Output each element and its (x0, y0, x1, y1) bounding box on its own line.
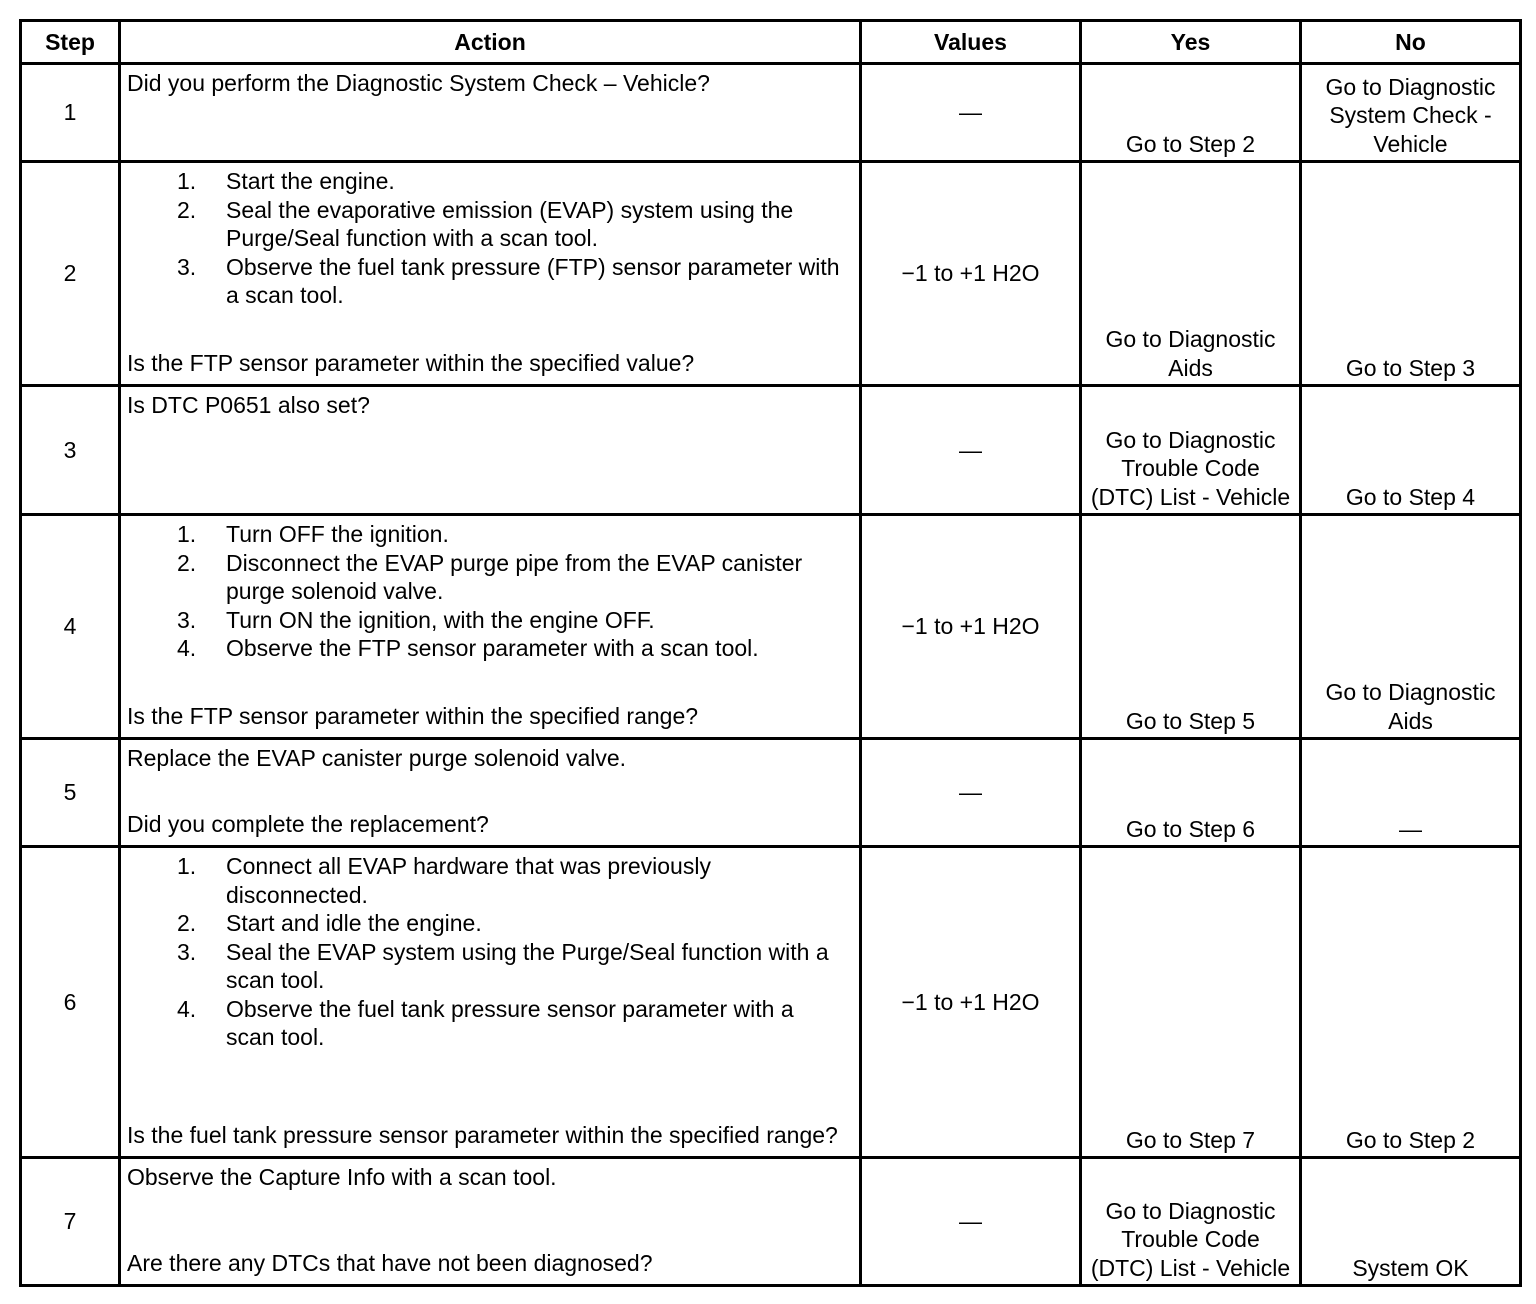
action-cell (120, 64, 861, 162)
action-step-number: 3. (177, 606, 197, 633)
yes-cell: Go to Step 6 (1081, 739, 1301, 847)
action-step-number: 3. (177, 938, 197, 965)
yes-cell: Go to Diagnostic Aids (1081, 162, 1301, 386)
no-cell: — (1301, 739, 1521, 847)
action-step-number: 2. (177, 196, 197, 223)
action-cell (120, 847, 861, 1158)
yes-cell: Go to Diagnostic Trouble Code (DTC) List - Vehicle (1081, 1158, 1301, 1286)
action-step-number: 3. (177, 253, 197, 280)
action-cell (120, 386, 861, 515)
values-cell: −1 to +1 H2O (861, 847, 1081, 1158)
values-cell: — (861, 386, 1081, 515)
action-cell (120, 739, 861, 847)
action-step-number: 2. (177, 549, 197, 576)
yes-cell: Go to Step 2 (1081, 64, 1301, 162)
action-top (127, 520, 845, 663)
action-cell (120, 162, 861, 386)
header-row (21, 21, 1521, 64)
action-intro: Observe the Capture Info with a scan tool. (127, 1164, 557, 1190)
table-row (21, 515, 1521, 739)
no-cell: Go to Diagnostic System Check - Vehicle (1301, 64, 1521, 162)
table-row (21, 1158, 1521, 1286)
table-row (21, 739, 1521, 847)
no-cell: Go to Step 4 (1301, 386, 1521, 515)
action-step-item (127, 938, 845, 995)
action-step-item (127, 909, 845, 938)
action-question: Is the FTP sensor parameter within the specified range? (127, 702, 699, 729)
table-row (21, 64, 1521, 162)
action-cell (120, 1158, 861, 1286)
step-number: 7 (21, 1158, 120, 1286)
table-row (21, 386, 1521, 515)
table-row (21, 847, 1521, 1158)
table-row (21, 162, 1521, 386)
header-yes: Yes (1081, 21, 1301, 64)
values-cell: −1 to +1 H2O (861, 162, 1081, 386)
action-step-item (127, 196, 845, 253)
header-action: Action (120, 21, 861, 64)
action-step-item (127, 852, 845, 909)
step-number: 1 (21, 64, 120, 162)
action-question: Did you complete the replacement? (127, 810, 489, 837)
action-content (127, 69, 845, 153)
action-step-item (127, 520, 845, 549)
action-step-text: Observe the fuel tank pressure (FTP) sensor parameter with a scan tool. (226, 253, 840, 308)
action-step-number: 1. (177, 521, 197, 547)
step-number: 4 (21, 515, 120, 739)
action-content (127, 167, 845, 377)
action-top (127, 1163, 845, 1192)
no-cell: Go to Step 3 (1301, 162, 1521, 386)
action-content (127, 520, 845, 730)
action-step-item (127, 995, 845, 1052)
action-intro: Replace the EVAP canister purge solenoid valve. (127, 745, 627, 771)
action-step-text: Disconnect the EVAP purge pipe from the EVAP canister purge solenoid valve. (226, 549, 803, 604)
no-cell: Go to Step 2 (1301, 847, 1521, 1158)
action-top (127, 167, 845, 310)
header-no: No (1301, 21, 1521, 64)
action-step-text: Connect all EVAP hardware that was previously disconnected. (226, 853, 711, 908)
step-number: 6 (21, 847, 120, 1158)
action-top (127, 744, 845, 773)
action-step-text: Start the engine. (226, 168, 395, 194)
action-step-number: 1. (177, 853, 197, 879)
action-content (127, 391, 845, 506)
action-step-number: 1. (177, 168, 197, 194)
values-cell: −1 to +1 H2O (861, 515, 1081, 739)
action-step-item (127, 253, 845, 310)
action-step-item (127, 634, 845, 663)
action-intro: Did you perform the Diagnostic System Check – Vehicle? (127, 70, 710, 96)
action-step-item (127, 167, 845, 196)
action-cell (120, 515, 861, 739)
yes-cell: Go to Diagnostic Trouble Code (DTC) List - Vehicle (1081, 386, 1301, 515)
action-top (127, 69, 845, 98)
action-step-number: 2. (177, 910, 197, 936)
action-step-text: Observe the fuel tank pressure sensor parameter with a scan tool. (226, 995, 794, 1050)
no-cell: System OK (1301, 1158, 1521, 1286)
action-content (127, 1163, 845, 1277)
no-cell: Go to Diagnostic Aids (1301, 515, 1521, 739)
action-step-text: Turn OFF the ignition. (226, 521, 449, 547)
action-top (127, 391, 845, 420)
action-content (127, 852, 845, 1149)
yes-cell: Go to Step 7 (1081, 847, 1301, 1158)
action-question: Are there any DTCs that have not been diagnosed? (127, 1249, 653, 1276)
step-number: 5 (21, 739, 120, 847)
action-intro: Is DTC P0651 also set? (127, 392, 370, 418)
header-step: Step (21, 21, 120, 64)
action-question: Is the FTP sensor parameter within the specified value? (127, 349, 695, 376)
action-step-list (127, 852, 845, 1052)
action-step-item (127, 549, 845, 606)
action-step-text: Seal the evaporative emission (EVAP) system using the Purge/Seal function with a scan tool. (226, 196, 794, 251)
action-top (127, 852, 845, 1052)
header-values: Values (861, 21, 1081, 64)
step-number: 2 (21, 162, 120, 386)
action-step-text: Turn ON the ignition, with the engine OFF. (226, 606, 655, 633)
action-step-text: Observe the FTP sensor parameter with a scan tool. (226, 635, 759, 661)
values-cell: — (861, 64, 1081, 162)
action-question: Is the fuel tank pressure sensor parameter within the specified range? (127, 1121, 838, 1148)
values-cell: — (861, 1158, 1081, 1286)
action-step-list (127, 167, 845, 310)
action-step-text: Start and idle the engine. (226, 910, 482, 936)
yes-cell: Go to Step 5 (1081, 515, 1301, 739)
action-step-number: 4. (177, 635, 197, 661)
action-step-list (127, 520, 845, 663)
action-step-text: Seal the EVAP system using the Purge/Seal function with a scan tool. (226, 938, 829, 993)
step-number: 3 (21, 386, 120, 515)
action-content (127, 744, 845, 838)
values-cell: — (861, 739, 1081, 847)
diagnostic-table (19, 19, 1522, 1287)
action-step-item (127, 606, 845, 635)
action-step-number: 4. (177, 995, 197, 1022)
